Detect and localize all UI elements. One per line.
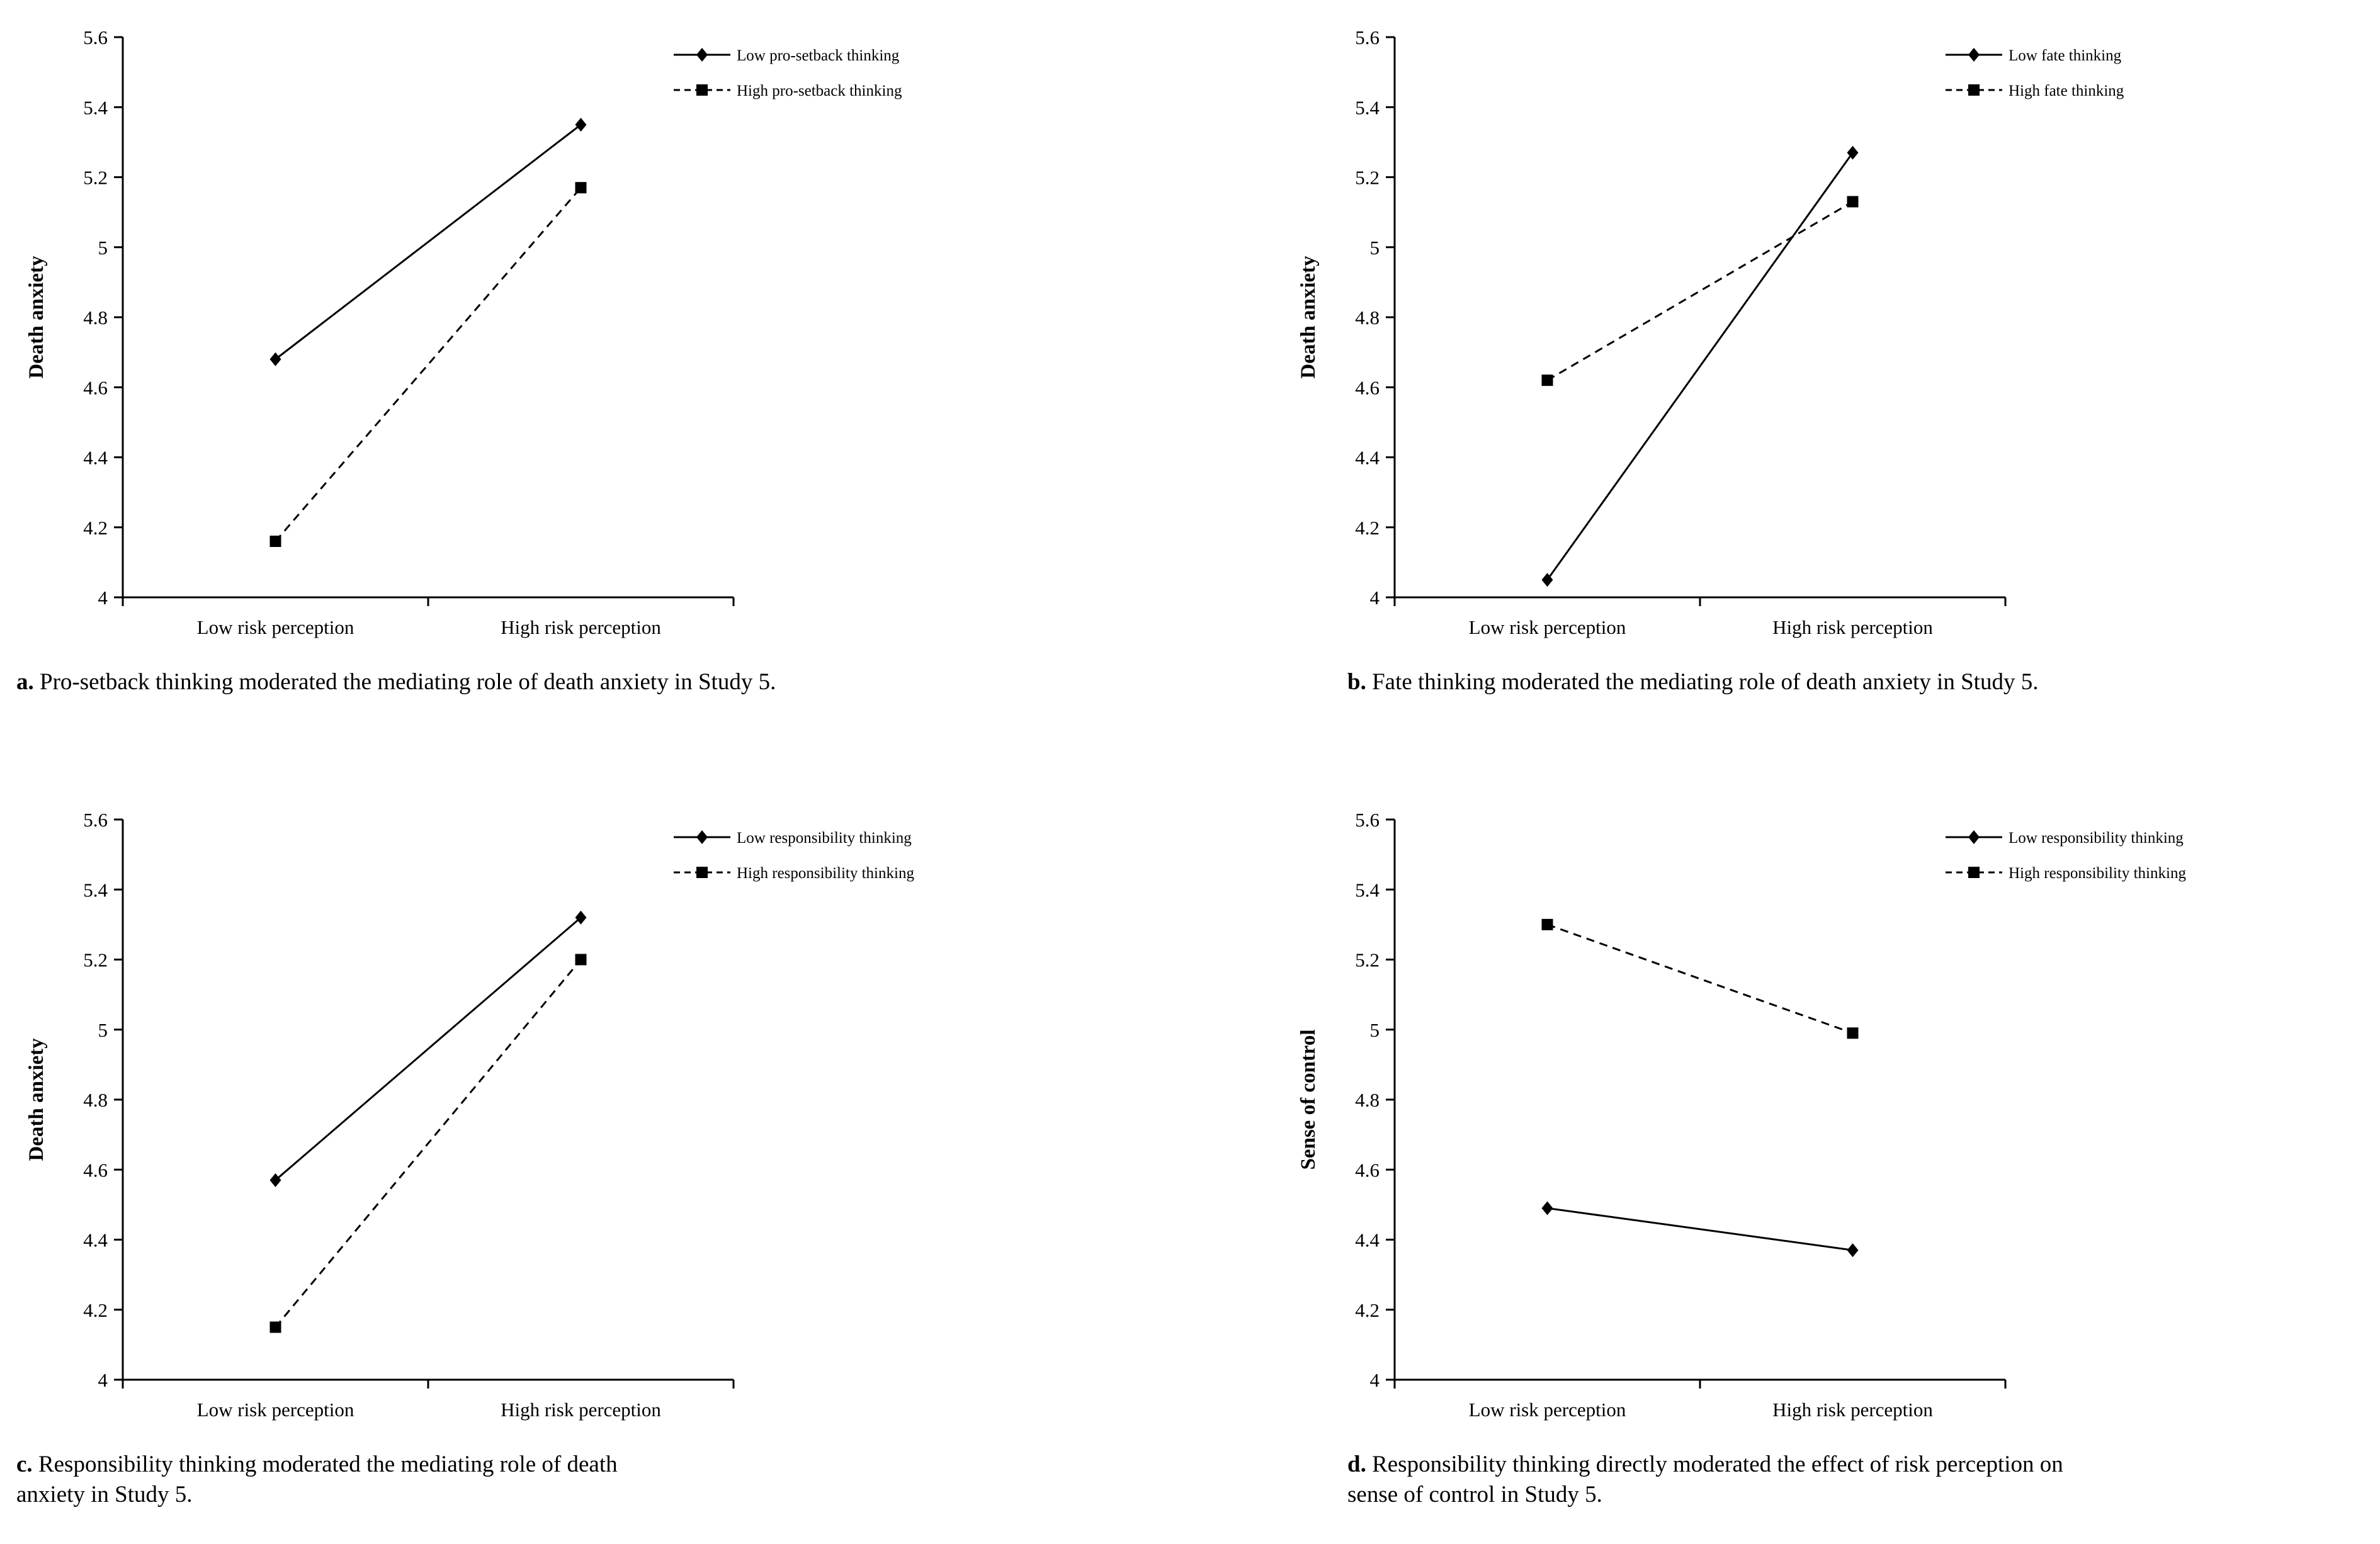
y-tick-label: 5 (1369, 236, 1380, 259)
series-line (1548, 925, 1853, 1033)
marker-square (575, 182, 587, 193)
legend-label: High responsibility thinking (737, 865, 914, 882)
x-category-label: Low risk perception (196, 616, 354, 638)
marker-diamond (270, 352, 281, 366)
y-tick-label: 5.2 (1355, 949, 1380, 971)
y-tick-label: 5.2 (1355, 166, 1380, 189)
y-tick-label: 5.2 (83, 949, 108, 971)
y-tick-label: 5 (98, 1019, 108, 1042)
x-category-label: High risk perception (501, 1399, 661, 1421)
series-line (1548, 201, 1853, 380)
y-tick-label: 4 (1369, 1369, 1380, 1392)
y-axis-title: Sense of control (1297, 1029, 1320, 1170)
chart-b-caption-text: Fate thinking moderated the mediating role of death anxiety in Study 5. (1372, 669, 2039, 695)
y-tick-label: 5.4 (83, 879, 108, 901)
marker-diamond (1542, 1202, 1553, 1215)
marker-square (1847, 1028, 1859, 1039)
y-tick-label: 5 (98, 236, 108, 259)
chart-d-caption (1347, 1450, 2103, 1509)
legend-label: Low fate thinking (2009, 47, 2122, 64)
legend-label: High pro-setback thinking (737, 82, 902, 99)
x-category-label: High risk perception (1772, 616, 1933, 638)
y-tick-label: 4.2 (83, 516, 108, 539)
chart-d (1190, 791, 2380, 1509)
y-tick-label: 5.6 (1355, 26, 1380, 48)
y-tick-label: 4 (98, 587, 108, 609)
legend-label: Low pro-setback thinking (737, 47, 900, 64)
marker-diamond (575, 118, 587, 132)
chart-a-caption-text: Pro-setback thinking moderated the mediating role of death anxiety in Study 5. (40, 669, 776, 695)
y-tick-label: 4.6 (1355, 1159, 1380, 1181)
chart-a-caption-label: a. (16, 669, 34, 695)
x-category-label: Low risk perception (1468, 1399, 1626, 1421)
chart-c (0, 791, 1190, 1509)
marker-square (696, 84, 708, 96)
marker-square (575, 954, 587, 966)
y-tick-label: 5.6 (83, 809, 108, 831)
marker-diamond (1968, 48, 1980, 62)
y-tick-label: 4.6 (83, 1159, 108, 1181)
marker-square (270, 1322, 281, 1333)
marker-diamond (696, 830, 708, 844)
marker-diamond (696, 48, 708, 62)
x-category-label: High risk perception (1772, 1399, 1933, 1421)
y-tick-label: 4.6 (83, 376, 108, 399)
y-axis-title: Death anxiety (1297, 256, 1320, 379)
y-axis-title: Death anxiety (25, 1038, 48, 1161)
chart-c-caption-label: c. (16, 1451, 33, 1478)
chart-b (1190, 9, 2380, 697)
chart-d-caption-text: Responsibility thinking directly moderated the effect of risk perception on sense of control in Study 5. (1347, 1451, 2063, 1507)
chart-b-canvas (1284, 9, 2323, 657)
y-tick-label: 5.4 (1355, 879, 1380, 901)
y-tick-label: 4.6 (1355, 376, 1380, 399)
chart-c-canvas (13, 791, 1051, 1440)
y-tick-label: 4.8 (83, 307, 108, 329)
y-tick-label: 5.4 (1355, 96, 1380, 119)
y-tick-label: 4.8 (1355, 1089, 1380, 1112)
series-line (276, 960, 581, 1327)
y-tick-label: 5.6 (83, 26, 108, 48)
series-line (276, 918, 581, 1180)
series-line (276, 125, 581, 359)
y-tick-label: 4.4 (83, 1229, 108, 1251)
marker-square (1847, 196, 1859, 207)
marker-square (1542, 919, 1553, 930)
chart-c-caption (16, 1450, 690, 1509)
x-category-label: Low risk perception (196, 1399, 354, 1421)
y-tick-label: 4.2 (1355, 516, 1380, 539)
chart-d-caption-label: d. (1347, 1451, 1366, 1478)
legend-label: High responsibility thinking (2009, 865, 2186, 882)
series-line (1548, 153, 1853, 580)
chart-b-caption-label: b. (1347, 669, 1366, 695)
x-category-label: Low risk perception (1468, 616, 1626, 638)
y-tick-label: 4.8 (83, 1089, 108, 1112)
y-tick-label: 4.4 (1355, 1229, 1380, 1251)
chart-a-canvas (13, 9, 1051, 657)
chart-a (0, 9, 1190, 697)
y-tick-label: 4.4 (83, 446, 108, 469)
marker-diamond (575, 911, 587, 925)
legend-label: Low responsibility thinking (737, 830, 912, 847)
y-tick-label: 5.2 (83, 166, 108, 189)
chart-b-caption (1347, 667, 2380, 697)
chart-a-caption (16, 667, 1190, 697)
y-tick-label: 4 (1369, 587, 1380, 609)
legend-label: High fate thinking (2009, 82, 2124, 99)
y-tick-label: 5.6 (1355, 809, 1380, 831)
x-category-label: High risk perception (501, 616, 661, 638)
marker-square (1542, 375, 1553, 386)
y-tick-label: 5 (1369, 1019, 1380, 1042)
marker-square (270, 536, 281, 547)
series-line (1548, 1209, 1853, 1251)
marker-diamond (1847, 1244, 1859, 1258)
y-axis-title: Death anxiety (25, 256, 48, 379)
y-tick-label: 4 (98, 1369, 108, 1392)
y-tick-label: 4.8 (1355, 307, 1380, 329)
marker-square (1968, 867, 1980, 878)
y-tick-label: 4.4 (1355, 446, 1380, 469)
marker-diamond (270, 1173, 281, 1187)
marker-square (696, 867, 708, 878)
y-tick-label: 5.4 (83, 96, 108, 119)
marker-diamond (1968, 830, 1980, 844)
marker-square (1968, 84, 1980, 96)
chart-c-caption-text: Responsibility thinking moderated the mediating role of death anxiety in Study 5. (16, 1451, 618, 1507)
chart-d-canvas (1284, 791, 2323, 1440)
legend-label: Low responsibility thinking (2009, 830, 2184, 847)
y-tick-label: 4.2 (83, 1299, 108, 1322)
y-tick-label: 4.2 (1355, 1299, 1380, 1322)
series-line (276, 188, 581, 541)
